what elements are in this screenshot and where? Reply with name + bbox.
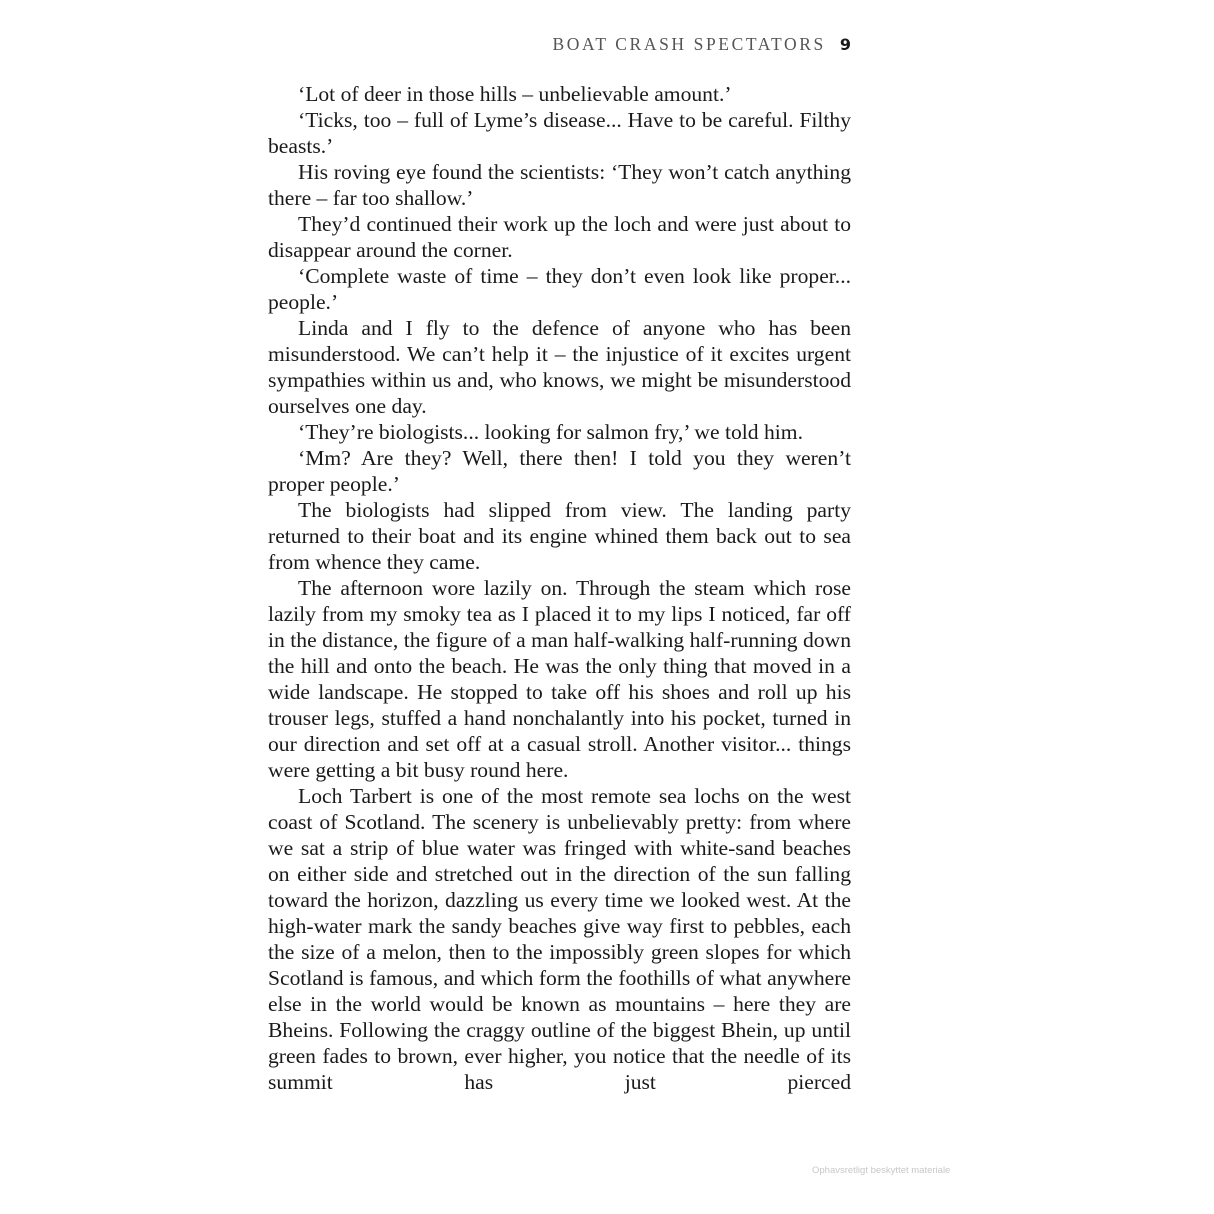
copyright-watermark: Ophavsretligt beskyttet materiale (812, 1165, 951, 1176)
paragraph: ‘Complete waste of time – they don’t even look like proper... people.’ (268, 264, 851, 314)
paragraph: ‘Lot of deer in those hills – unbelievable amount.’ (298, 82, 732, 106)
paragraph: Loch Tarbert is one of the most remote sea lochs on the west coast of Scotland. The scenery is unbelievably pretty: from where we sat a strip of blue water was fringed with white-sand beaches on either side and stretched out in the direction of the sun falling toward the horizon, dazzling us every time we looked west. At the high-water mark the sandy beaches give way first to pebbles, each the size of a melon, then to the impossibly green slopes for which Scotland is famous, and which form the foothills of what anywhere else in the world would be known as mountains – here they are Bheins. Following the craggy outline of the biggest Bhein, up until green fades to brown, ever higher, you notice that the needle of its summit has just pierced (268, 784, 851, 1094)
paragraph: The afternoon wore lazily on. Through the steam which rose lazily from my smoky tea as I placed it to my lips I noticed, far off in the distance, the figure of a man half-walking half-running down the hill and onto the beach. He was the only thing that moved in a wide landscape. He stopped to take off his shoes and roll up his trouser legs, stuffed a hand nonchalantly into his pocket, turned in our direction and set off at a casual stroll. Another visitor... things were getting a bit busy round here. (268, 576, 851, 782)
paragraph: Linda and I fly to the defence of anyone who has been misunderstood. We can’t help it – the injustice of it excites urgent sympathies within us and, who knows, we might be misunderstood ourselves one day. (268, 316, 851, 418)
paragraph: They’d continued their work up the loch and were just about to disappear around the corner. (268, 212, 851, 262)
page-number: 9 (839, 35, 851, 54)
paragraph: The biologists had slipped from view. The landing party returned to their boat and its engine whined them back out to sea from whence they came. (268, 498, 851, 574)
paragraph: ‘Ticks, too – full of Lyme’s disease... Have to be careful. Filthy beasts.’ (268, 108, 851, 158)
running-title: BOAT CRASH SPECTATORS (552, 34, 826, 54)
paragraph: His roving eye found the scientists: ‘They won’t catch anything there – far too shallow.’ (268, 160, 851, 210)
paragraph: ‘They’re biologists... looking for salmon fry,’ we told him. (298, 420, 803, 444)
running-head (268, 34, 851, 55)
paragraph: ‘Mm? Are they? Well, there then! I told you they weren’t proper people.’ (268, 446, 851, 496)
body-text (268, 81, 851, 1095)
